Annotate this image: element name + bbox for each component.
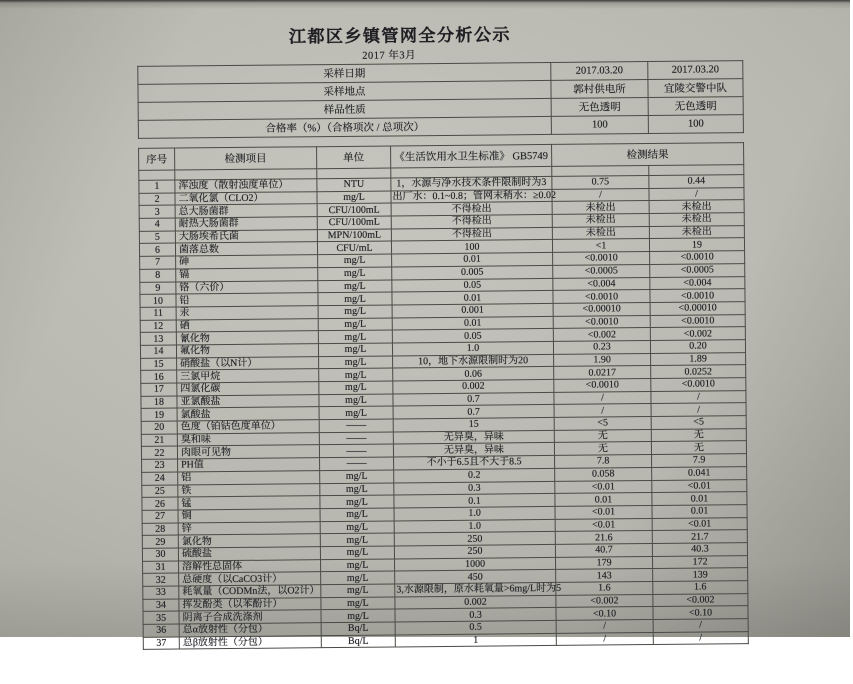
cell-result-site1: /: [552, 188, 649, 202]
cell-limit: 无异臭，异味: [393, 430, 554, 444]
cell-no: 5: [139, 231, 175, 244]
cell-limit: 1.0: [394, 506, 555, 520]
cell-item: 氯化物: [178, 534, 320, 548]
cell-limit: 0.05: [392, 329, 553, 343]
cell-item: 挥发酚类（以苯酚计）: [179, 597, 321, 611]
cell-no: 13: [140, 332, 176, 345]
cell-no: 1: [139, 180, 175, 193]
cell-result-site1: <0.10: [556, 607, 653, 621]
cell-no: 15: [141, 358, 177, 371]
spacer-cell: [139, 170, 175, 180]
cell-item: 硫酸盐: [178, 547, 320, 561]
cell-limit: 450: [395, 570, 556, 584]
cell-no: 32: [143, 573, 179, 586]
info-table-body: [138, 61, 744, 139]
cell-result-site1: 0.058: [555, 467, 652, 481]
cell-unit: ——: [319, 444, 393, 457]
cell-limit: 出厂水：0.1~0.8；管网末稍水：≥0.02: [392, 189, 556, 203]
cell-limit: 1，水源与净水技术条件限制时为3: [391, 176, 552, 190]
cell-result-site2: <0.0010: [651, 378, 746, 392]
cell-item: 色度（铂钴色度单位）: [177, 420, 319, 434]
cell-result-site1: <1: [552, 239, 649, 253]
cell-limit: 0.002: [395, 595, 556, 609]
cell-unit: mg/L: [318, 254, 392, 267]
cell-result-site2: 未检出: [649, 200, 744, 214]
cell-unit: mg/L: [317, 191, 391, 204]
cell-limit: 0.01: [392, 291, 553, 305]
cell-result-site1: <0.0010: [553, 290, 650, 304]
cell-unit: mg/L: [318, 318, 392, 331]
info-value-site1: 2017.03.20: [551, 62, 648, 81]
cell-result-site1: 0.01: [555, 493, 652, 507]
cell-limit: 0.1: [394, 494, 555, 508]
cell-result-site2: /: [653, 619, 748, 633]
cell-result-site2: 0.041: [652, 466, 747, 480]
cell-no: 27: [142, 510, 178, 523]
cell-result-site2: <0.10: [653, 606, 748, 620]
cell-no: 4: [139, 218, 175, 231]
cell-limit: 0.06: [393, 367, 554, 381]
cell-unit: ——: [319, 432, 393, 445]
cell-no: 14: [140, 345, 176, 358]
cell-limit: 0.01: [392, 253, 553, 267]
cell-result-site1: 未检出: [552, 226, 649, 240]
cell-result-site1: 0.75: [552, 176, 649, 190]
cell-no: 36: [143, 624, 179, 637]
info-value-site2: 无色透明: [648, 97, 743, 116]
cell-no: 8: [140, 269, 176, 282]
cell-result-site2: <0.00010: [650, 301, 745, 315]
cell-no: 11: [140, 307, 176, 320]
cell-unit: ——: [319, 419, 393, 432]
cell-result-site2: 0.01: [652, 504, 747, 518]
info-label: 采样地点: [138, 80, 551, 102]
cell-item: 铬（六价）: [176, 280, 318, 294]
cell-limit: 1.0: [394, 519, 555, 533]
cell-unit: mg/L: [318, 279, 392, 292]
cell-no: 6: [139, 243, 175, 256]
cell-result-site2: 无: [651, 441, 746, 455]
col-header-unit: 单位: [317, 146, 391, 169]
cell-item: 铜: [178, 509, 320, 523]
cell-result-site2: <0.0010: [650, 314, 745, 328]
info-value-site1: 100: [551, 116, 648, 135]
cell-item: 臭和味: [177, 432, 319, 446]
cell-item: 总α放射性（分包）: [179, 623, 321, 637]
cell-result-site2: <0.0010: [650, 289, 745, 303]
cell-result-site2: <0.0010: [650, 251, 745, 265]
cell-no: 34: [143, 599, 179, 612]
cell-unit: mg/L: [320, 521, 394, 534]
cell-item: 氟化物: [176, 344, 318, 358]
cell-limit: 15: [393, 417, 554, 431]
cell-item: 汞: [176, 306, 318, 320]
cell-item: 铁: [178, 483, 320, 497]
cell-no: 22: [141, 446, 177, 459]
cell-no: 17: [141, 383, 177, 396]
cell-item: 亚氯酸盐: [177, 394, 319, 408]
cell-result-site2: <0.01: [652, 479, 747, 493]
cell-limit: 0.3: [394, 481, 555, 495]
info-value-site2: 宜陵交警中队: [648, 79, 743, 98]
cell-result-site2: 1.6: [653, 581, 748, 595]
cell-result-site2: 未检出: [649, 213, 744, 227]
cell-no: 2: [139, 193, 175, 206]
cell-result-site1: 1.6: [556, 581, 653, 595]
cell-item: 总β放射性（分包）: [179, 635, 321, 649]
cell-result-site2: 无: [651, 428, 746, 442]
analysis-table-body: [139, 143, 749, 650]
cell-result-site2: 0.01: [652, 492, 747, 506]
cell-no: 20: [141, 421, 177, 434]
cell-result-site1: 0.23: [553, 340, 650, 354]
cell-limit: 0.5: [395, 620, 556, 634]
cell-no: 9: [140, 282, 176, 295]
cell-limit: 0.005: [392, 265, 553, 279]
cell-result-site2: 7.9: [652, 454, 747, 468]
cell-unit: mg/L: [321, 584, 395, 597]
cell-item: 菌落总数: [175, 242, 317, 256]
cell-unit: mg/L: [320, 533, 394, 546]
cell-no: 33: [143, 586, 179, 599]
cell-limit: 0.2: [394, 468, 555, 482]
cell-limit: 1: [395, 633, 556, 647]
cell-limit: 0.05: [392, 278, 553, 292]
col-header-result: 检测结果: [552, 143, 744, 167]
cell-item: 耗氧量（CODMn法，以O2计）: [179, 585, 321, 599]
cell-result-site1: <0.0010: [554, 378, 651, 392]
cell-unit: mg/L: [320, 482, 394, 495]
cell-result-site2: <0.002: [650, 327, 745, 341]
cell-unit: mg/L: [318, 267, 392, 280]
cell-unit: mg/L: [321, 597, 395, 610]
cell-result-site2: 未检出: [649, 225, 744, 239]
cell-no: 29: [142, 535, 178, 548]
cell-limit: 不得检出: [391, 214, 552, 228]
cell-result-site2: 0.44: [649, 175, 744, 189]
cell-result-site1: <5: [554, 417, 651, 431]
cell-no: 24: [142, 472, 178, 485]
cell-result-site1: 未检出: [552, 201, 649, 215]
analysis-table: [138, 142, 749, 650]
cell-limit: 不小于6.5且不大于8.5: [394, 456, 555, 470]
cell-result-site1: 无: [554, 429, 651, 443]
cell-unit: mg/L: [320, 508, 394, 521]
info-label: 样品性质: [138, 98, 551, 120]
info-table: [137, 60, 744, 139]
cell-item: 铅: [176, 293, 318, 307]
cell-limit: 0.7: [393, 405, 554, 419]
cell-result-site1: /: [554, 404, 651, 418]
cell-item: 阴离子合成洗涤剂: [179, 610, 321, 624]
cell-result-site1: <0.01: [555, 518, 652, 532]
cell-unit: mg/L: [319, 356, 393, 369]
cell-limit: 0.7: [393, 392, 554, 406]
cell-result-site2: 21.7: [652, 530, 747, 544]
cell-limit: 10，地下水源限制时为20: [393, 354, 554, 368]
cell-result-site1: 1.90: [554, 353, 651, 367]
cell-result-site2: <0.01: [652, 517, 747, 531]
cell-result-site2: 0.0252: [651, 365, 746, 379]
cell-unit: CFU/100mL: [317, 216, 391, 229]
cell-no: 28: [142, 523, 178, 536]
cell-result-site2: 40.3: [652, 543, 747, 557]
cell-item: PH值: [178, 458, 320, 472]
cell-result-site1: <0.004: [553, 277, 650, 291]
cell-item: 锰: [178, 496, 320, 510]
cell-result-site1: 0.0217: [554, 366, 651, 380]
cell-no: 37: [143, 637, 179, 650]
cell-limit: 不得检出: [391, 227, 552, 241]
cell-result-site2: 1.89: [651, 352, 746, 366]
cell-no: 16: [141, 370, 177, 383]
cell-result-site2: /: [649, 187, 744, 201]
cell-no: 30: [142, 548, 178, 561]
cell-no: 10: [140, 294, 176, 307]
cell-limit: 100: [391, 240, 552, 254]
cell-result-site2: 139: [653, 568, 748, 582]
cell-item: 硒: [176, 318, 318, 332]
cell-unit: mg/L: [318, 330, 392, 343]
col-header-item: 检测项目: [175, 147, 317, 170]
cell-limit: 0.002: [393, 379, 554, 393]
cell-result-site2: /: [651, 390, 746, 404]
cell-result-site1: /: [556, 632, 653, 646]
cell-result-site2: <0.004: [650, 276, 745, 290]
cell-result-site2: <0.0005: [650, 263, 745, 277]
cell-limit: 0.001: [392, 303, 553, 317]
cell-result-site1: 21.6: [555, 531, 652, 545]
cell-unit: CFU/mL: [317, 241, 391, 254]
cell-result-site1: 7.8: [555, 455, 652, 469]
cell-result-site1: <0.002: [553, 328, 650, 342]
cell-unit: CFU/100mL: [317, 203, 391, 216]
page-title: 江都区乡镇管网全分析公示: [288, 25, 512, 47]
cell-result-site1: <0.01: [555, 505, 652, 519]
info-value-site1: 无色透明: [551, 98, 648, 117]
info-label: 采样日期: [138, 62, 551, 84]
cell-unit: mg/L: [319, 381, 393, 394]
cell-item: 总大肠菌群: [175, 204, 317, 218]
cell-item: 三氯甲烷: [177, 369, 319, 383]
cell-limit: 不得检出: [391, 202, 552, 216]
col-header-standard: 《生活饮用水卫生标准》 GB5749: [391, 144, 552, 168]
cell-result-site1: 未检出: [552, 214, 649, 228]
cell-unit: ——: [320, 457, 394, 470]
cell-result-site2: /: [653, 631, 748, 645]
cell-result-site1: <0.002: [556, 594, 653, 608]
cell-result-site1: <0.0010: [553, 252, 650, 266]
info-value-site1: 郭村供电所: [551, 80, 648, 99]
cell-unit: mg/L: [320, 470, 394, 483]
info-label: 合格率（%）（合格项次 / 总项次）: [138, 116, 551, 138]
cell-limit: 1.0: [392, 341, 553, 355]
cell-item: 大肠埃希氏菌: [175, 229, 317, 243]
cell-unit: Bq/L: [321, 635, 395, 648]
cell-result-site1: 40.7: [555, 543, 652, 557]
cell-item: 砷: [176, 255, 318, 269]
cell-item: 四氯化碳: [177, 382, 319, 396]
cell-item: 镉: [176, 268, 318, 282]
cell-result-site1: 无: [554, 442, 651, 456]
cell-item: 氰化物: [176, 331, 318, 345]
spacer-cell: [317, 168, 391, 179]
cell-no: 25: [142, 485, 178, 498]
cell-result-site2: 0.20: [650, 340, 745, 354]
cell-result-site1: 143: [556, 569, 653, 583]
cell-unit: mg/L: [319, 406, 393, 419]
cell-item: 锌: [178, 521, 320, 535]
cell-item: 浑浊度（散射浊度单位）: [175, 179, 317, 193]
cell-unit: mg/L: [321, 559, 395, 572]
info-value-site2: 100: [648, 115, 743, 134]
cell-unit: mg/L: [318, 343, 392, 356]
cell-limit: 无异臭，异味: [393, 443, 554, 457]
col-header-no: 序号: [139, 148, 175, 170]
cell-result-site1: <0.01: [555, 480, 652, 494]
cell-result-site1: <0.00010: [553, 302, 650, 316]
cell-item: 耐热大肠菌群: [175, 217, 317, 231]
cell-item: 氯酸盐: [177, 407, 319, 421]
cell-item: 肉眼可见物: [177, 445, 319, 459]
cell-unit: mg/L: [318, 292, 392, 305]
cell-unit: mg/L: [319, 394, 393, 407]
cell-no: 7: [140, 256, 176, 269]
cell-result-site2: <5: [651, 416, 746, 430]
page-subtitle: 2017 年3月: [362, 50, 417, 62]
cell-limit: 0.01: [392, 316, 553, 330]
cell-unit: mg/L: [321, 609, 395, 622]
cell-no: 3: [139, 205, 175, 218]
cell-limit: 1000: [395, 557, 556, 571]
cell-no: 23: [142, 459, 178, 472]
cell-limit: 250: [394, 544, 555, 558]
cell-item: 溶解性总固体: [179, 559, 321, 573]
cell-item: 铝: [178, 470, 320, 484]
cell-result-site1: /: [556, 620, 653, 634]
cell-result-site2: /: [651, 403, 746, 417]
cell-result-site2: 19: [649, 238, 744, 252]
cell-no: 35: [143, 611, 179, 624]
cell-result-site1: 179: [555, 556, 652, 570]
cell-unit: mg/L: [318, 305, 392, 318]
cell-unit: mg/L: [319, 368, 393, 381]
cell-unit: mg/L: [320, 495, 394, 508]
cell-unit: mg/L: [320, 546, 394, 559]
cell-unit: MPN/100mL: [317, 229, 391, 242]
info-value-site2: 2017.03.20: [648, 61, 743, 80]
cell-no: 19: [141, 408, 177, 421]
cell-limit: 3,水源限制，原水耗氧量>6mg/L时为5: [396, 583, 562, 596]
cell-result-site2: 172: [652, 555, 747, 569]
cell-item: 硝酸盐（以N计）: [177, 356, 319, 370]
cell-item: 二氧化氯（CLO2）: [175, 191, 317, 205]
cell-result-site1: <0.0010: [553, 315, 650, 329]
cell-result-site1: /: [554, 391, 651, 405]
cell-no: 12: [140, 320, 176, 333]
cell-result-site2: <0.002: [653, 593, 748, 607]
cell-no: 26: [142, 497, 178, 510]
cell-no: 31: [143, 561, 179, 574]
cell-unit: mg/L: [321, 571, 395, 584]
cell-item: 总硬度（以CaCO3计）: [179, 572, 321, 586]
cell-no: 21: [141, 434, 177, 447]
cell-result-site1: <0.0005: [553, 264, 650, 278]
cell-unit: NTU: [317, 178, 391, 191]
cell-no: 18: [141, 396, 177, 409]
cell-limit: 0.3: [395, 608, 556, 622]
cell-unit: Bq/L: [321, 622, 395, 635]
cell-limit: 250: [394, 532, 555, 546]
